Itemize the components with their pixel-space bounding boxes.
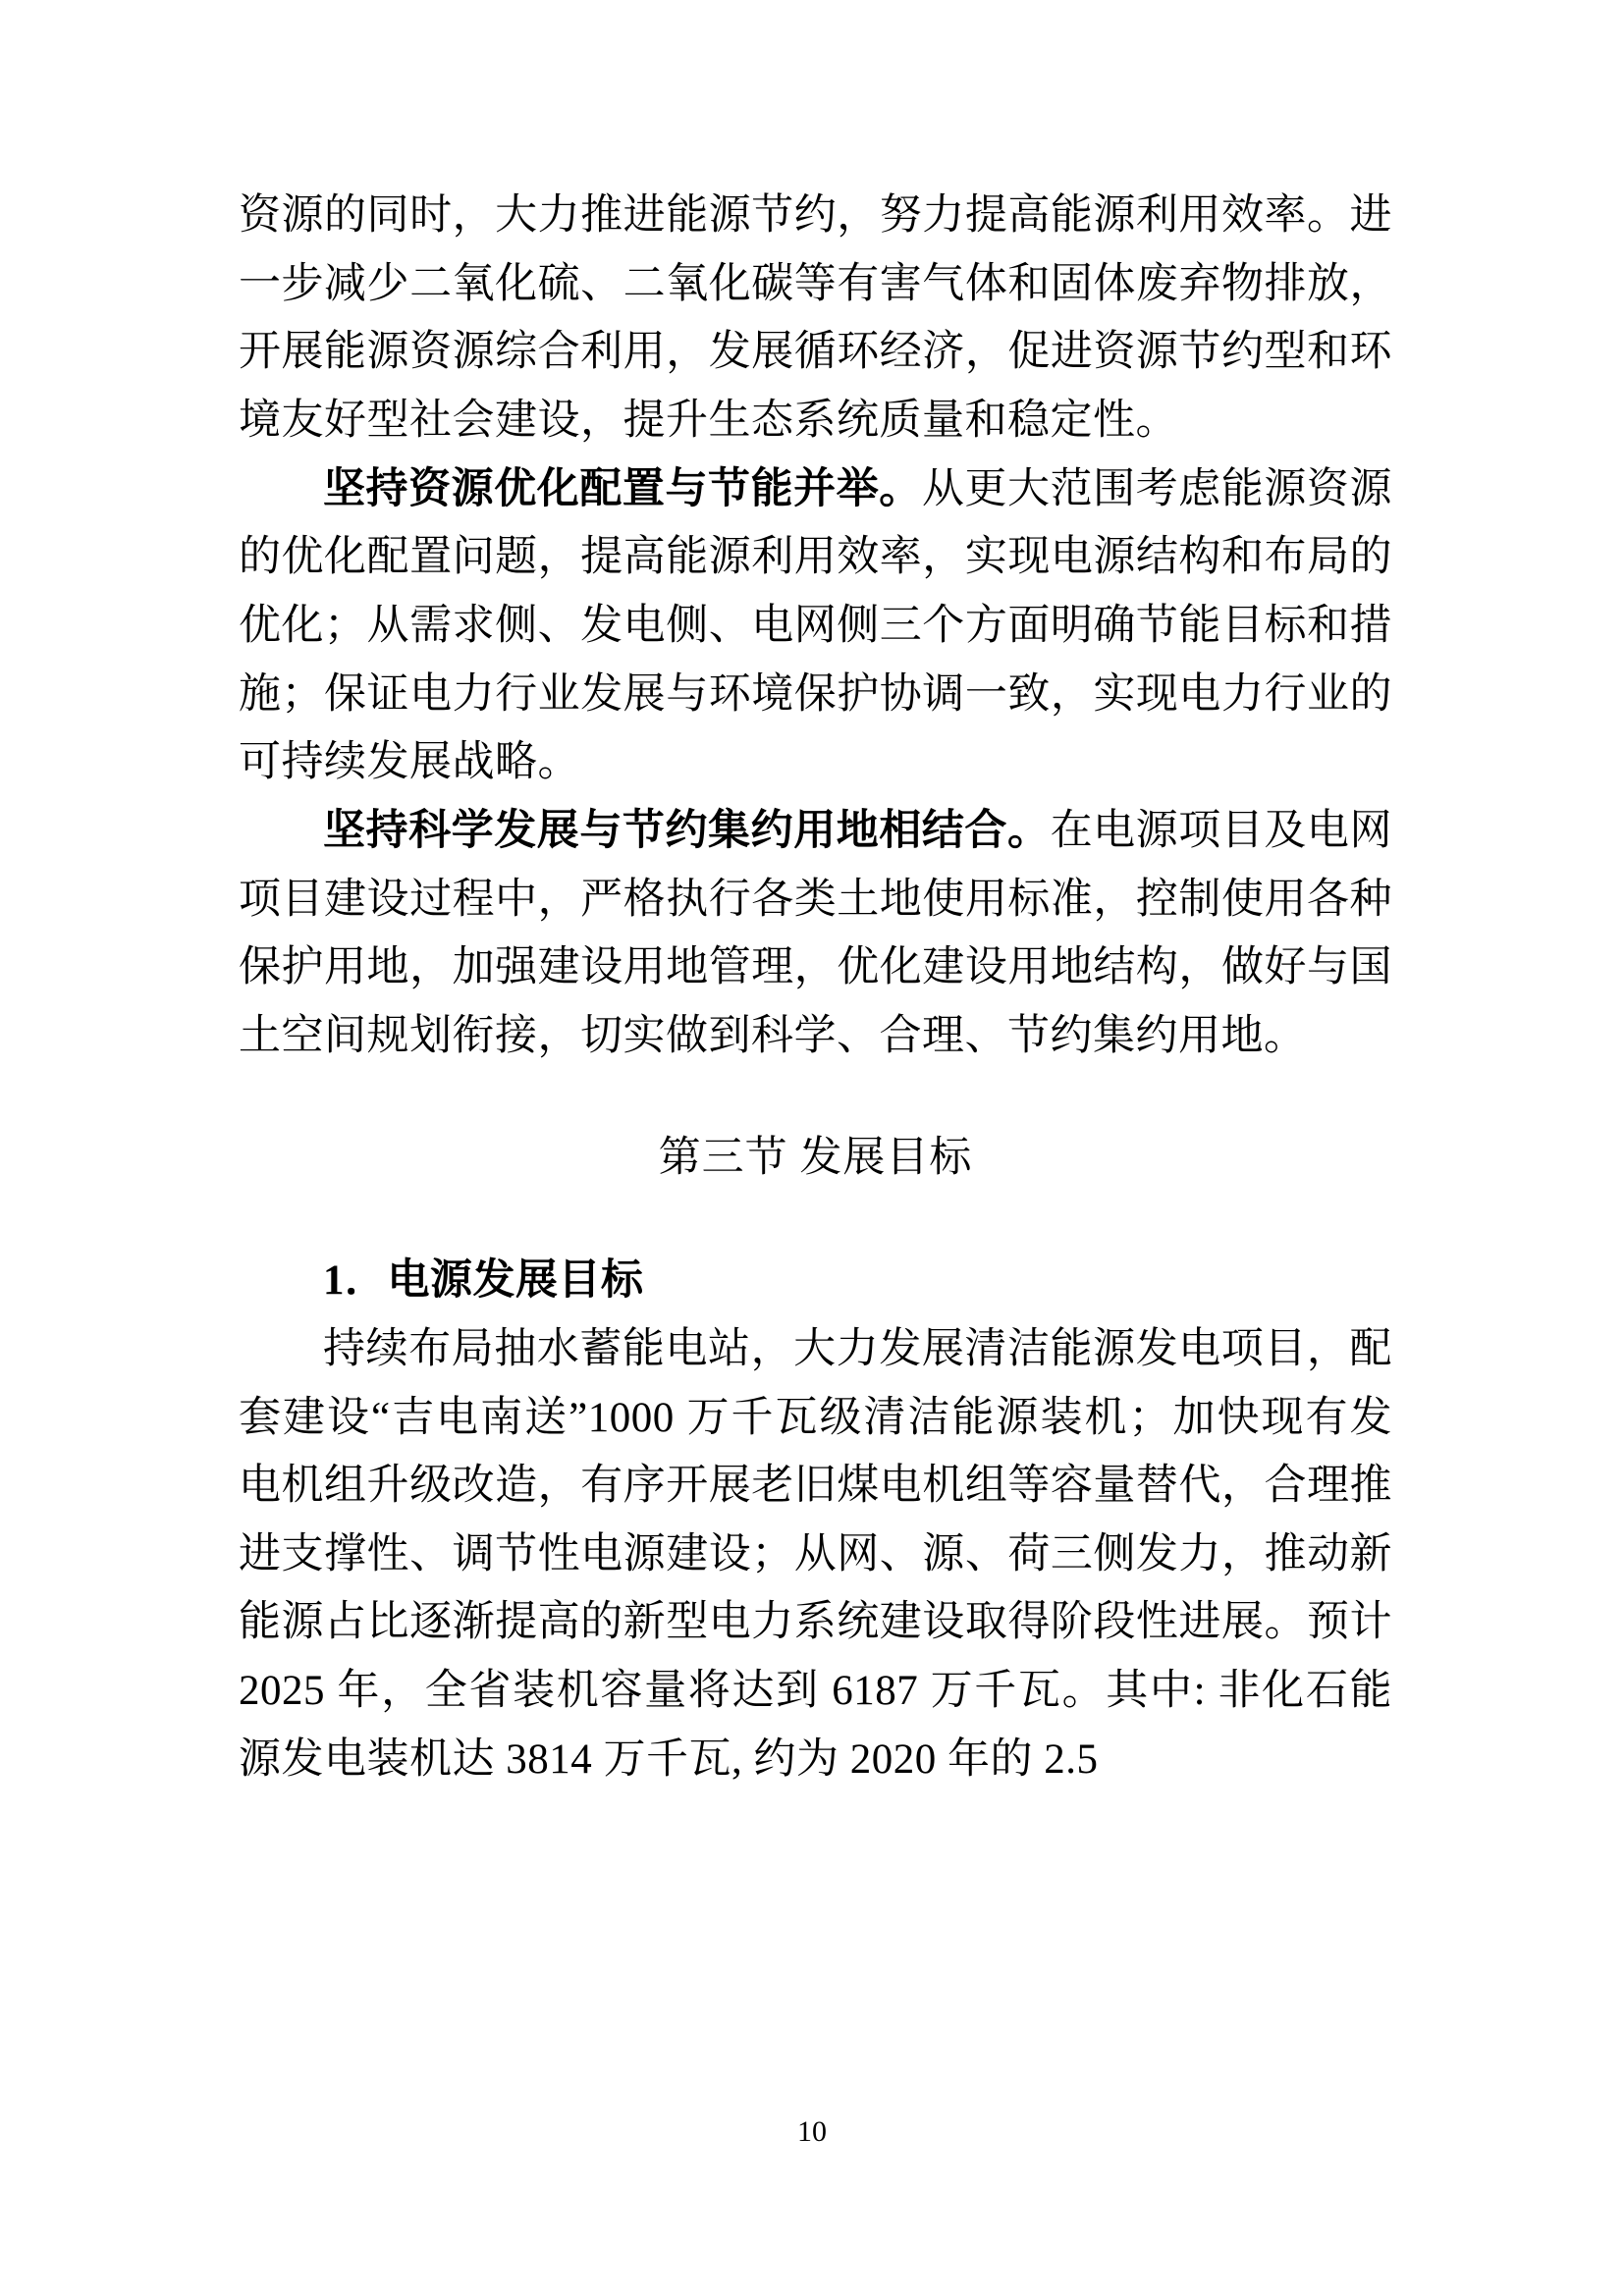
subsection-heading: 1．电源发展目标 <box>323 1257 644 1305</box>
paragraph-text: 资源的同时，大力推进能源节约，努力提高能源利用效率。进一步减少二氧化硫、二氧化碳等有害气体和固体废弃物排放，开展能源资源综合利用，发展循环经济，促进资源节约型和环境友好型社会建设，提升生态系统质量和稳定性。 <box>239 192 1392 444</box>
paragraph-lead: 坚持资源优化配置与节能并举。 <box>323 465 922 512</box>
paragraph-text: 从更大范围考虑能源资源的优化配置问题，提高能源利用效率，实现电源结构和布局的优化；从需求侧、发电侧、电网侧三个方面明确节能目标和措施；保证电力行业发展与环境保护协调一致，实现电力行业的可持续发展战略。 <box>239 465 1392 786</box>
paragraph-scientific-development <box>239 797 1392 1071</box>
page-content <box>239 182 1392 1793</box>
paragraph-resource-optimization <box>239 455 1392 797</box>
paragraph-lead: 坚持科学发展与节约集约用地相结合。 <box>323 807 1051 854</box>
section-heading: 第三节 发展目标 <box>658 1134 973 1181</box>
paragraph-continued <box>239 182 1392 455</box>
paragraph-power-development-goals: 持续布局抽水蓄能电站，大力发展清洁能源发电项目，配套建设“吉电南送”1000 万千瓦级清洁能源装机；加快现有发电机组升级改造，有序开展老旧煤电机组等容量替代，合理推进支撑性、调节性电源建设；从网、源、荷三侧发力，推动新能源占比逐渐提高的新型电力系统建设取得阶段性进展。预计 2025 年，全省装机容量将达到 6187 万千瓦。其中: 非化石能源发电装机达 3814 万千瓦, 约为 2020 年的 2.5 <box>239 1325 1392 1783</box>
page-number: 10 <box>797 2115 827 2148</box>
paragraph-text: 在电源项目及电网项目建设过程中，严格执行各类土地使用标准，控制使用各种保护用地，加强建设用地管理，优化建设用地结构，做好与国土空间规划衔接，切实做到科学、合理、节约集约用地。 <box>239 807 1392 1059</box>
